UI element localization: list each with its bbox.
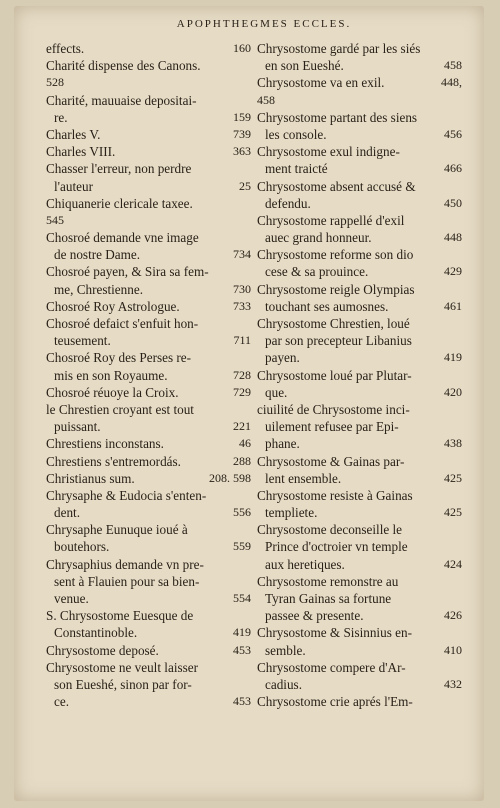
index-entry-text: Charles V. (46, 126, 101, 142)
page-reference: 461 (444, 298, 462, 313)
index-entry-line (257, 263, 462, 280)
index-entry-line (257, 367, 462, 384)
index-entry-text: Chasser l'erreur, non perdre (46, 161, 192, 177)
page-reference: 25 (239, 178, 251, 193)
index-entry-text: teusement. (54, 333, 111, 349)
index-entry-line (257, 384, 462, 401)
index-entry-line (257, 590, 462, 607)
index-entry-line (46, 659, 251, 676)
page-reference: 528 (46, 75, 64, 90)
index-entry-text: par son precepteur Libanius (265, 333, 412, 349)
page-reference: 556 (233, 505, 251, 520)
index-entry-line (257, 229, 462, 246)
index-entry-text: Chrysostome deconseille le (257, 522, 403, 538)
index-entry-text: Chosroé defaict s'enfuit hon- (46, 316, 199, 331)
index-entry-text: les console. (265, 126, 327, 142)
page-reference: 419 (444, 350, 462, 365)
index-entry-text: son Eueshé, sinon par for- (54, 676, 192, 692)
index-entry-line (46, 160, 251, 177)
index-entry-text: de nostre Dame. (54, 247, 141, 263)
index-entry-line (46, 693, 251, 710)
index-entry-text: Charité dispense des Canons. (46, 58, 201, 74)
index-entry-text: Chosroé Roy Astrologue. (46, 298, 180, 314)
index-entry-text: payen. (265, 350, 300, 366)
page-reference: 425 (444, 505, 462, 520)
index-entry-line (46, 195, 251, 212)
page-reference: 426 (444, 608, 462, 623)
index-entry-line (46, 401, 251, 418)
index-entry-line (46, 487, 251, 504)
index-entry-line (257, 659, 462, 676)
index-entry-text: effects. (46, 41, 85, 56)
index-entry-line (257, 418, 462, 435)
index-entry-text: en son Eueshé. (265, 58, 344, 74)
running-head: APOPHTHEGMES ECCLES. (176, 18, 352, 30)
index-entry-line (257, 487, 462, 504)
index-entry-text: Chrysostome & Gainas par- (257, 453, 405, 469)
index-entry-line (46, 109, 251, 126)
index-entry-line (46, 504, 251, 521)
index-entry-line (46, 263, 251, 280)
index-entry-line (46, 229, 251, 246)
index-entry-text: Chrysostome loué par Plutar- (257, 367, 412, 383)
index-entry-line (257, 642, 462, 659)
index-entry-line (46, 538, 251, 555)
page-reference: 363 (233, 144, 251, 159)
index-entry-line (257, 178, 462, 195)
page-reference: 730 (233, 281, 251, 296)
index-entry-line (46, 57, 251, 74)
index-entry-text: me, Chrestienne. (54, 281, 143, 297)
index-entry-line (46, 676, 251, 693)
index-entry-text: Chrysostome resiste à Gainas (257, 487, 413, 503)
page-reference: 734 (233, 247, 251, 262)
index-entry-text: Constantinoble. (54, 625, 138, 641)
index-entry-line (257, 143, 462, 160)
index-entry-text: puissant. (54, 419, 101, 435)
index-entry-line (257, 160, 462, 177)
index-entry-text: Chosroé réuoye la Croix. (46, 384, 179, 400)
index-entry-text: ment traicté (265, 161, 328, 177)
index-entry-line (46, 92, 251, 109)
page-reference: 429 (444, 264, 462, 279)
page-reference: 450 (444, 195, 462, 210)
index-entry-text: Chrysostome absent accusé & (257, 178, 416, 194)
index-entry-text: Chrysostome remonstre au (257, 573, 399, 589)
index-entry-text: auec grand honneur. (265, 230, 372, 246)
index-entry-text: Chrysaphe & Eudocia s'enten- (46, 487, 207, 503)
index-entry-text: Chrestiens inconstans. (46, 436, 164, 452)
index-entry-text: Chrysostome ne veult laisser (46, 659, 198, 675)
index-entry-line (257, 401, 462, 418)
page-reference: 448 (444, 230, 462, 245)
page-reference: 559 (233, 539, 251, 554)
page-reference: 419 (233, 625, 251, 640)
index-entry-line (257, 74, 462, 91)
index-entry-text: le Chrestien croyant est tout (46, 401, 194, 417)
index-entry-line (257, 195, 462, 212)
page-reference: 159 (233, 109, 251, 124)
index-entry-line (46, 332, 251, 349)
page-reference: 453 (233, 642, 251, 657)
page-reference: 425 (444, 470, 462, 485)
index-entry-text: phane. (265, 436, 300, 452)
index-entry-line (46, 212, 251, 229)
index-entry-text: Chrysostome exul indigne- (257, 144, 400, 160)
index-entry-line (257, 92, 462, 109)
index-entry-line (46, 470, 251, 487)
index-entry-line (257, 470, 462, 487)
page-reference: 432 (444, 676, 462, 691)
index-entry-line (257, 573, 462, 590)
index-entry-line (257, 676, 462, 693)
index-entry-text: Chosroé payen, & Sira sa fem- (46, 264, 209, 280)
index-entry-line (46, 298, 251, 315)
index-entry-text: boutehors. (54, 539, 110, 555)
index-entry-text: S. Chrysostome Euesque de (46, 608, 194, 624)
page-reference: 448, (441, 75, 462, 90)
index-entry-text: que. (265, 384, 288, 400)
index-entry-line (257, 624, 462, 641)
index-entry-line (46, 573, 251, 590)
page-reference: 453 (233, 694, 251, 709)
index-entry-line (46, 143, 251, 160)
index-entry-text: Charles VIII. (46, 144, 116, 160)
index-entry-text: Chiquanerie clericale taxee. (46, 195, 193, 211)
index-entry-text: Christianus sum. (46, 470, 135, 486)
index-entry-text: Chosroé demande vne image (46, 230, 199, 246)
index-entry-line (46, 642, 251, 659)
page-reference: 456 (444, 126, 462, 141)
index-entry-text: templiete. (265, 505, 318, 521)
index-entry-line (46, 556, 251, 573)
page-reference: 160 (233, 41, 251, 55)
index-entry-text: Chrysostome reigle Olympias (257, 281, 415, 297)
index-entry-line (46, 178, 251, 195)
page-reference: 554 (233, 591, 251, 605)
index-entry-line (46, 435, 251, 452)
index-entry-line (257, 40, 462, 57)
page-reference: 208. 598 (209, 470, 251, 485)
index-entry-line (46, 126, 251, 143)
index-entry-line (257, 298, 462, 315)
page-reference: 739 (233, 126, 251, 141)
index-entry-text: Tyran Gainas sa fortune (265, 591, 392, 606)
index-entry-line (257, 332, 462, 349)
index-entry-line (257, 556, 462, 573)
index-entry-line (46, 40, 251, 57)
index-entry-line (46, 246, 251, 263)
index-entry-text: Chrysostome reforme son dio (257, 247, 414, 263)
index-entry-line (257, 212, 462, 229)
index-entry-text: Chrysostome rappellé d'exil (257, 212, 405, 228)
index-entry-text: Chrestiens s'entremordás. (46, 453, 181, 469)
index-entry-text: cese & sa prouince. (265, 264, 369, 280)
page-reference: 410 (444, 642, 462, 657)
page-reference: 545 (46, 212, 64, 227)
index-entry-line (46, 349, 251, 366)
index-entry-text: Chrysostome va en exil. (257, 75, 385, 91)
index-entry-line (257, 693, 462, 710)
index-entry-text: Chrysaphius demande vn pre- (46, 556, 204, 572)
page-reference: 729 (233, 384, 251, 399)
index-entry-line (46, 453, 251, 470)
page-reference: 466 (444, 161, 462, 176)
index-entry-text: Chrysostome compere d'Ar- (257, 659, 406, 675)
index-entry-text: Chrysaphe Eunuque ioué à (46, 522, 188, 538)
index-entry-line (257, 126, 462, 143)
page-reference: 458 (257, 92, 275, 107)
page-reference: 288 (233, 453, 251, 468)
index-entry-text: Chrysostome deposé. (46, 642, 159, 658)
index-entry-text: passee & presente. (265, 608, 364, 624)
index-column-right (257, 40, 462, 710)
index-entry-line (257, 521, 462, 538)
index-entry-line (46, 315, 251, 332)
index-entry-text: Chrysostome gardé par les siés (257, 41, 421, 56)
book-page (14, 6, 484, 801)
index-entry-line (46, 367, 251, 384)
index-entry-line (257, 607, 462, 624)
index-entry-line (46, 74, 251, 91)
page-reference: 733 (233, 298, 251, 313)
index-entry-text: cadius. (265, 676, 302, 692)
index-entry-line (46, 384, 251, 401)
page-reference: 728 (233, 367, 251, 382)
index-entry-text: lent ensemble. (265, 470, 342, 486)
index-entry-text: dent. (54, 505, 81, 521)
index-entry-text: sent à Flauien pour sa bien- (54, 573, 200, 589)
index-entry-text: Prince d'octroier vn temple (265, 539, 408, 555)
index-entry-line (257, 349, 462, 366)
page-reference: 458 (444, 58, 462, 73)
index-entry-text: defendu. (265, 195, 311, 211)
index-entry-line (257, 281, 462, 298)
index-entry-text: uilement refusee par Epi- (265, 419, 399, 435)
index-entry-text: Chosroé Roy des Perses re- (46, 350, 192, 366)
index-entry-text: venue. (54, 591, 89, 606)
index-entry-text: l'auteur (54, 178, 93, 194)
index-entry-line (46, 521, 251, 538)
page-reference: 46 (239, 436, 251, 451)
index-entry-text: aux heretiques. (265, 556, 345, 572)
index-entry-text: Chrysostome crie aprés l'Em- (257, 694, 413, 710)
index-entry-line (46, 418, 251, 435)
index-entry-line (46, 281, 251, 298)
index-entry-line (46, 590, 251, 607)
index-entry-line (257, 109, 462, 126)
index-entry-line (257, 57, 462, 74)
page-reference: 420 (444, 384, 462, 399)
index-entry-line (257, 504, 462, 521)
index-entry-text: Chrysostome Chrestien, loué (257, 316, 410, 331)
index-column-left (46, 40, 251, 710)
index-entry-text: semble. (265, 642, 306, 658)
index-entry-text: Chrysostome partant des siens (257, 109, 418, 125)
page-reference: 711 (233, 333, 251, 348)
index-entry-line (257, 315, 462, 332)
index-entry-line (257, 453, 462, 470)
index-entry-text: ciuilité de Chrysostome inci- (257, 401, 410, 417)
index-entry-line (257, 435, 462, 452)
index-entry-text: Charité, mauuaise depositai- (46, 92, 197, 108)
page-reference: 221 (233, 419, 251, 434)
index-entry-line (257, 538, 462, 555)
index-entry-line (46, 607, 251, 624)
index-entry-text: re. (54, 109, 68, 125)
page-reference: 438 (444, 436, 462, 451)
index-entry-text: mis en son Royaume. (54, 367, 168, 383)
index-entry-text: touchant ses aumosnes. (265, 298, 389, 314)
index-entry-line (257, 246, 462, 263)
index-entry-line (46, 624, 251, 641)
index-entry-text: ce. (54, 694, 70, 710)
index-entry-text: Chrysostome & Sisinnius en- (257, 625, 412, 641)
page-reference: 424 (444, 556, 462, 571)
